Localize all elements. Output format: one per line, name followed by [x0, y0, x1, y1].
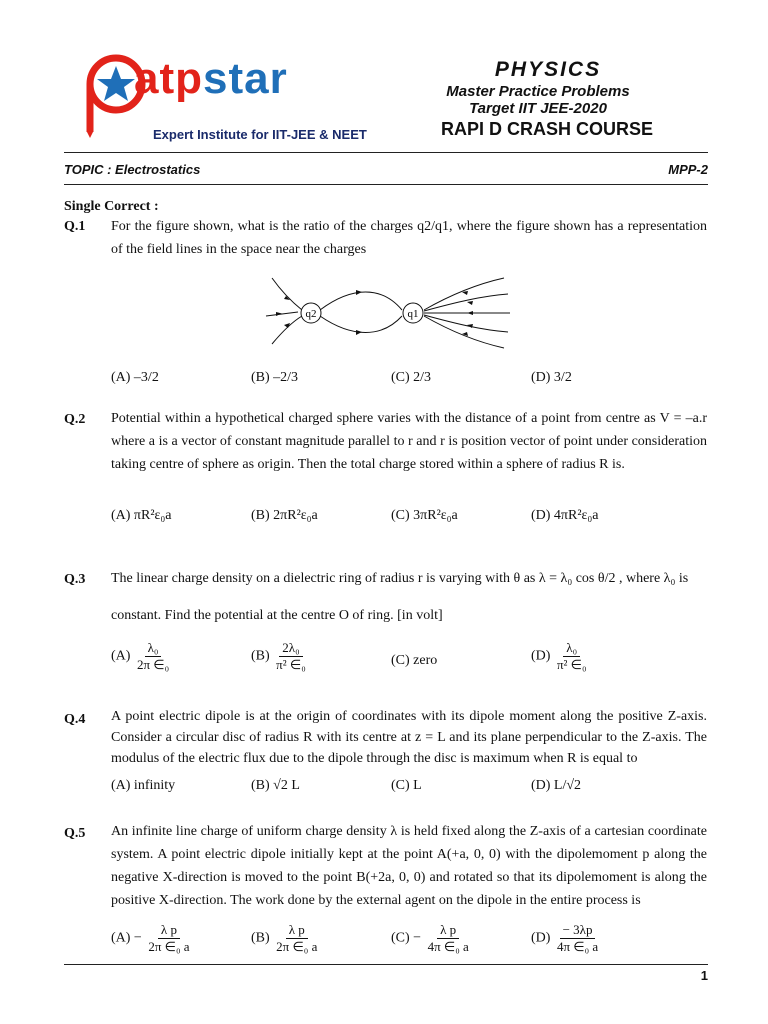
q4-option-c[interactable]: (C) L	[391, 778, 422, 793]
q3-option-d[interactable]: (D) $\frac{\text{λ₀}}{\text{π² ∈₀}}$	[531, 640, 590, 673]
course-title: RAPI D CRASH COURSE	[440, 119, 654, 139]
q3-d-denominator: π² ∈₀	[556, 657, 587, 672]
subtitle-mpp: Master Practice Problems	[446, 83, 630, 100]
mpp-code: MPP-2	[668, 162, 708, 177]
q1-option-b[interactable]: (B) –2/3	[251, 370, 299, 385]
q1-field-lines-figure	[262, 272, 512, 352]
q3-number: Q.3	[64, 572, 86, 587]
q3-text-line2: constant. Find the potential at the centre O of ring. [in volt]	[111, 608, 443, 623]
q3-b-denominator: π² ∈₀	[276, 657, 306, 672]
q5-option-c[interactable]: (C) − $\frac{\text{λ p}}{\text{4π ∈₀ a}}$	[391, 922, 472, 955]
q4-text: A point electric dipole is at the origin of coordinates with its dipole moment along the positive Z-axis. Consider a circular disc of radius R with its centre at z = L and its plane perpendicular to the Z-axis. The modulus of the electric flux due to the dipole through the disc is maximum when R is equal to	[111, 709, 707, 766]
header-rule	[64, 152, 708, 153]
footer-rule	[64, 964, 708, 965]
q2-text: Potential within a hypothetical charged sphere varies with the distance of a point from centre as V = –a.r where a is a vector of constant magnitude parallel to r and r is position vector of point under consideration taking centre of sphere as origin. Then the total charge stored within a sphere of radius R is.	[111, 411, 707, 472]
q5-d-numerator: − 3λp	[560, 922, 596, 939]
q5-a-denominator: 2π ∈₀ a	[148, 939, 190, 954]
q5-option-b[interactable]: (B) $\frac{\text{λ p}}{\text{2π ∈₀ a}}$	[251, 922, 320, 955]
q4-option-d[interactable]: (D) L/√2	[531, 778, 582, 793]
logo-star: star	[203, 54, 288, 103]
q5-c-denominator: 4π ∈₀ a	[427, 939, 469, 954]
section-heading: Single Correct :	[64, 199, 159, 214]
q5-b-denominator: 2π ∈₀ a	[276, 939, 318, 954]
q3-d-numerator: λ₀	[563, 640, 580, 657]
q3-text-line1: The linear charge density on a dielectric ring of radius r is varying with θ as λ = λ₀ cos θ/2 , where λ₀ is	[111, 571, 689, 586]
q3-a-denominator: 2π ∈₀	[136, 657, 170, 672]
q3-option-c[interactable]: (C) zero	[391, 653, 438, 668]
q2-number: Q.2	[64, 412, 86, 427]
q3-b-numerator: 2λ₀	[279, 640, 302, 657]
q1-number: Q.1	[64, 219, 86, 234]
q5-d-denominator: 4π ∈₀ a	[556, 939, 599, 954]
q3-option-b[interactable]: (B) $\frac{\text{2λ₀}}{\text{π² ∈₀}}$	[251, 640, 309, 673]
q5-c-numerator: λ p	[437, 922, 459, 939]
q2-option-c[interactable]: (C) 3πR²ε₀a	[391, 508, 458, 523]
q2-option-d[interactable]: (D) 4πR²ε₀a	[531, 508, 599, 523]
q4-number: Q.4	[64, 712, 86, 727]
logo-atp: atp	[134, 54, 203, 103]
q4-option-b[interactable]: (B) √2 L	[251, 778, 300, 793]
q2-option-b[interactable]: (B) 2πR²ε₀a	[251, 508, 318, 523]
q5-option-d[interactable]: (D) $\frac{- 3\lambda p}{\text{4π ∈₀ a}}$	[531, 922, 601, 955]
q1-option-c[interactable]: (C) 2/3	[391, 370, 432, 385]
subject-title: PHYSICS	[494, 58, 602, 81]
q1-option-d[interactable]: (D) 3/2	[531, 370, 572, 385]
q5-text: An infinite line charge of uniform charge density λ is held fixed along the Z-axis of a cartesian coordinate system. A point electric dipole initially kept at the point A(+a, 0, 0) with the dipolemoment p along the negative X-direction is moved to the point B(+2a, 0, 0) and rotated so that its dipolemoment is along the positive X-direction. The work done by the external agent on the dipole in the entire process is	[111, 824, 707, 908]
topic-rule	[64, 184, 708, 185]
topic-label: TOPIC : Electrostatics	[64, 162, 201, 177]
q5-number: Q.5	[64, 826, 86, 841]
q5-option-a[interactable]: (A) − $\frac{\text{λ p}}{\text{2π ∈₀ a}}$	[111, 922, 193, 955]
q3-a-numerator: λ₀	[145, 640, 162, 657]
q3-option-a[interactable]: (A) $\frac{\text{λ₀}}{\text{2π ∈₀}}$	[111, 640, 172, 673]
q1-text: For the figure shown, what is the ratio of the charges q2/q1, where the figure shown has a representation of the field lines in the space near the charges	[111, 219, 707, 257]
tagline: Expert Institute for IIT-JEE & NEET	[153, 127, 367, 142]
q5-b-numerator: λ p	[286, 922, 308, 939]
q4-option-a[interactable]: (A) infinity	[111, 778, 176, 793]
subtitle-target: Target IIT JEE-2020	[469, 100, 607, 117]
q1-fig-q2-label: q2	[305, 308, 317, 320]
q5-a-numerator: λ p	[158, 922, 180, 939]
page-number: 1	[700, 968, 708, 983]
q2-option-a[interactable]: (A) πR²ε₀a	[111, 508, 172, 523]
q1-fig-q1-label: q1	[407, 308, 419, 320]
q1-option-a[interactable]: (A) –3/2	[111, 370, 159, 385]
